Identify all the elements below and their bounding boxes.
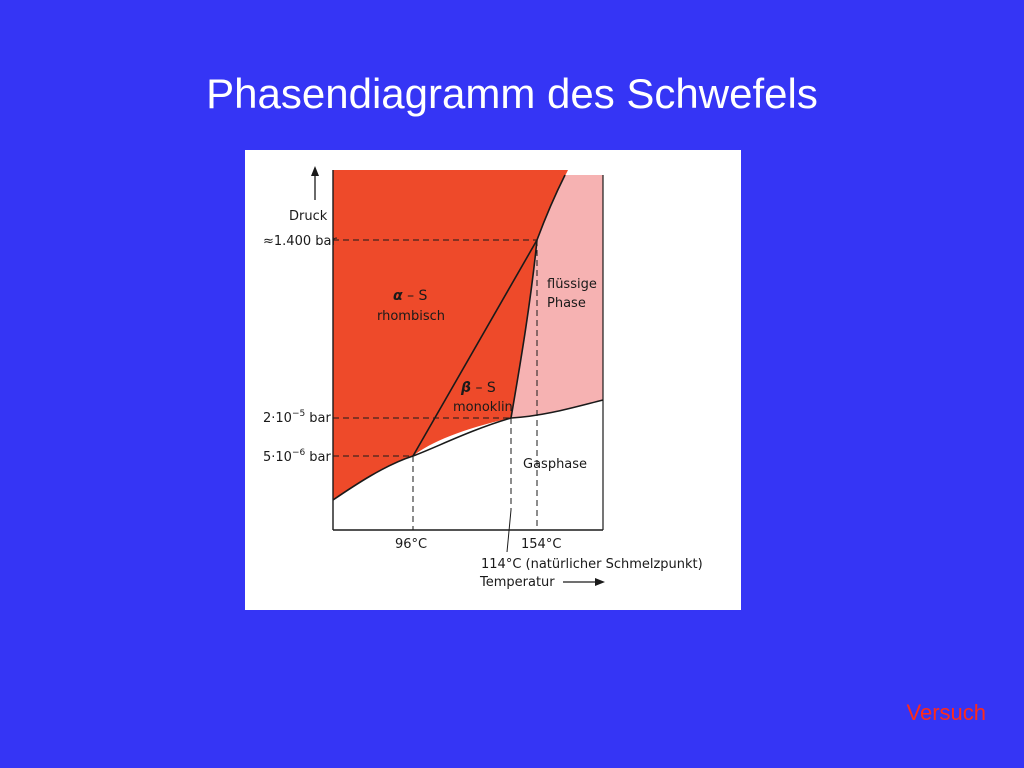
- alpha-sulfur-label: α – S: [393, 288, 428, 304]
- liquid-phase-label-line1: flüssige: [547, 277, 597, 292]
- gas-phase-label: Gasphase: [523, 457, 588, 472]
- beta-sulfur-label: β – S: [461, 380, 496, 396]
- x-axis-label: Temperatur: [480, 575, 555, 590]
- pressure-tick-1400: ≈1.400 bar: [263, 234, 337, 249]
- beta-sulfur-name: monoklin: [453, 400, 513, 415]
- temp-tick-96: 96°C: [395, 537, 428, 552]
- pressure-tick-5e-6: $5\cdot 10^{-6}$ bar: [263, 448, 331, 465]
- liquid-phase-label-line2: Phase: [547, 296, 586, 311]
- temperature-arrow-head: [595, 578, 605, 586]
- pressure-tick-2e-5: $2\cdot 10^{-5}$ bar: [263, 409, 331, 426]
- temp-tick-114: 114°C (natürlicher Schmelzpunkt): [481, 557, 703, 572]
- y-axis-label: Druck: [289, 209, 328, 224]
- temp-tick-154: 154°C: [521, 537, 562, 552]
- phase-diagram: [245, 150, 741, 610]
- phase-diagram-figure: [245, 150, 741, 610]
- versuch-link[interactable]: Versuch: [906, 700, 986, 725]
- slide-title: Phasendiagramm des Schwefels: [206, 70, 818, 117]
- pressure-arrow-head: [311, 166, 319, 176]
- alpha-sulfur-name: rhombisch: [377, 309, 445, 324]
